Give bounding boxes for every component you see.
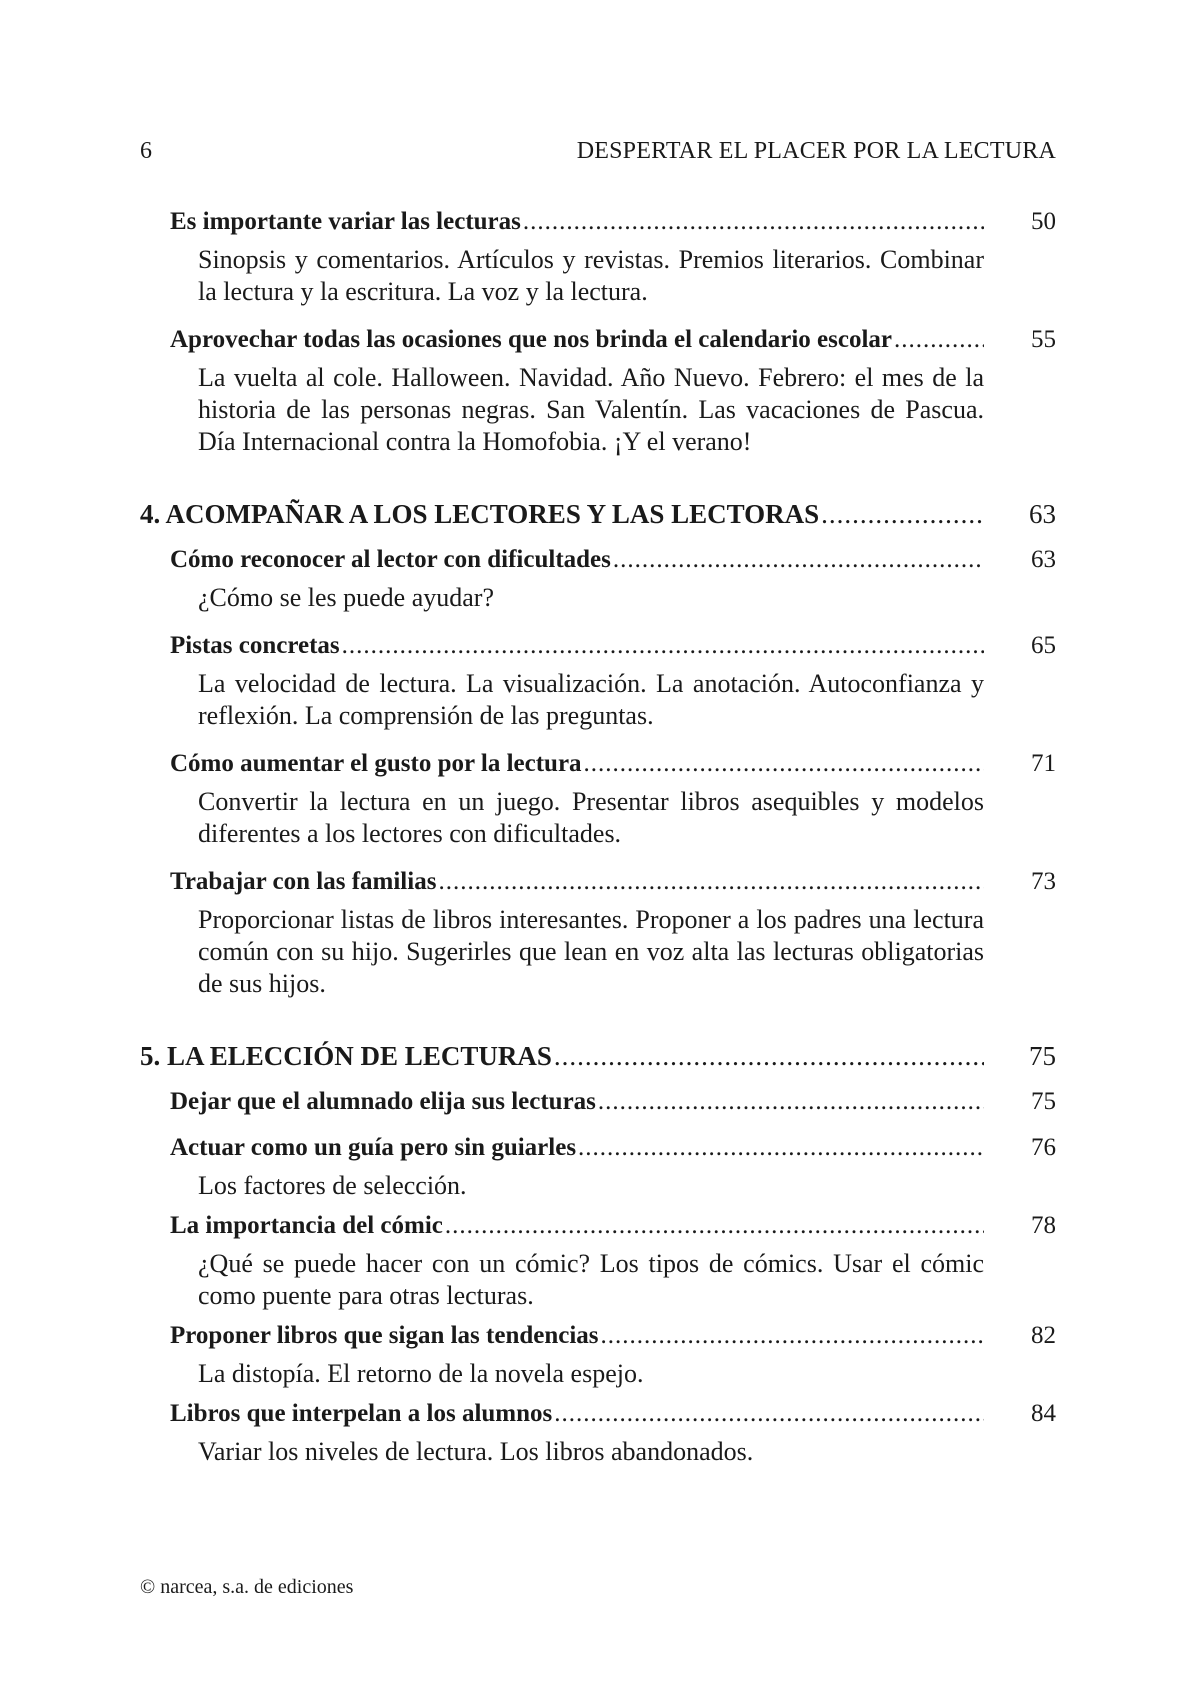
toc-block (140, 206, 1056, 308)
leader-dots (584, 748, 984, 780)
toc-block (140, 748, 1056, 850)
leader-dots (554, 1398, 984, 1430)
toc-block (140, 324, 1056, 458)
toc-chapter-title: 4. ACOMPAÑAR A LOS LECTORES Y LAS LECTORAS (140, 499, 820, 529)
toc-entry (140, 866, 1056, 898)
toc-entry-title: Libros que interpelan a los alumnos (170, 1400, 553, 1427)
toc-block (140, 630, 1056, 732)
leader-dots (821, 498, 984, 530)
toc-entry-page: 84 (1031, 1400, 1056, 1427)
toc-entry-page: 65 (1031, 632, 1056, 659)
toc-entry-page: 75 (1031, 1088, 1056, 1115)
leader-dots (894, 324, 984, 356)
toc-entry (140, 206, 1056, 238)
leader-dots (613, 544, 984, 576)
toc-entry-description: Proporcionar listas de libros interesantes. Proponer a los padres una lectura común con su hijo. Sugerirles que lean en voz alta las lecturas obligatorias de sus hijos. (198, 905, 984, 998)
toc-chapter-title: 5. LA ELECCIÓN DE LECTURAS (140, 1041, 552, 1071)
toc-block (140, 1086, 1056, 1118)
toc-entry-page: 63 (1031, 546, 1056, 573)
toc-block (140, 498, 1056, 530)
toc-entry-description: ¿Cómo se les puede ayudar? (198, 583, 495, 612)
toc-entry-title: Dejar que el alumnado elija sus lecturas (170, 1088, 596, 1115)
toc-block (140, 1132, 1056, 1202)
leader-dots (578, 1132, 984, 1164)
toc-entry-page: 71 (1031, 750, 1056, 777)
toc-entry-title: Actuar como un guía pero sin guiarles (170, 1134, 577, 1161)
toc-entry-title: Es importante variar las lecturas (170, 208, 521, 235)
toc-entry-title: La importancia del cómic (170, 1212, 443, 1239)
toc-entry-title: Pistas concretas (170, 632, 340, 659)
toc-entry (140, 1320, 1056, 1352)
toc-chapter-page: 63 (1029, 499, 1056, 529)
toc-entry-description: La distopía. El retorno de la novela espejo. (198, 1359, 644, 1388)
toc-block (140, 1320, 1056, 1390)
toc-block (140, 1398, 1056, 1468)
toc-block (140, 866, 1056, 1000)
toc-entry-title: Cómo aumentar el gusto por la lectura (170, 750, 582, 777)
toc-entry (140, 1086, 1056, 1118)
copyright-footer: © narcea, s.a. de ediciones (140, 1576, 354, 1598)
toc-entry-page: 82 (1031, 1322, 1056, 1349)
toc-entry (140, 630, 1056, 662)
leader-dots (445, 1210, 984, 1242)
toc-block (140, 1040, 1056, 1072)
toc-entry-description: ¿Qué se puede hacer con un cómic? Los tipos de cómics. Usar el cómic como puente para otras lecturas. (198, 1249, 984, 1310)
toc-block (140, 1210, 1056, 1312)
toc-entry (140, 1398, 1056, 1430)
page-number: 6 (140, 138, 153, 164)
toc-entry-description: Los factores de selección. (198, 1171, 467, 1200)
toc-entry-page: 78 (1031, 1212, 1056, 1239)
leader-dots (598, 1086, 984, 1118)
toc-chapter (140, 1040, 1056, 1072)
toc-chapter (140, 498, 1056, 530)
toc-entry-title: Proponer libros que sigan las tendencias (170, 1322, 599, 1349)
toc-entry-description: Convertir la lectura en un juego. Presentar libros asequibles y modelos diferentes a los lectores con dificultades. (198, 787, 984, 848)
toc-entry (140, 1132, 1056, 1164)
toc-entry-title: Trabajar con las familias (170, 868, 437, 895)
toc-entry-description: Sinopsis y comentarios. Artículos y revistas. Premios literarios. Combinar la lectura y la escritura. La voz y la lectura. (198, 245, 984, 306)
table-of-contents (140, 206, 1056, 1468)
leader-dots (523, 206, 984, 238)
toc-entry-title: Aprovechar todas las ocasiones que nos brinda el calendario escolar (170, 326, 893, 353)
toc-entry-page: 73 (1031, 868, 1056, 895)
running-head (140, 138, 1056, 165)
leader-dots (438, 866, 984, 898)
toc-entry-page: 50 (1031, 208, 1056, 235)
toc-entry-description: La velocidad de lectura. La visualización. La anotación. Autoconfianza y reflexión. La comprensión de las preguntas. (198, 669, 984, 730)
toc-entry-title: Cómo reconocer al lector con dificultades (170, 546, 611, 573)
book-title: DESPERTAR EL PLACER POR LA LECTURA (576, 138, 1056, 164)
leader-dots (601, 1320, 984, 1352)
toc-entry-description: Variar los niveles de lectura. Los libros abandonados. (198, 1437, 754, 1466)
toc-entry (140, 324, 1056, 356)
toc-entry-page: 76 (1031, 1134, 1056, 1161)
toc-block (140, 544, 1056, 614)
toc-entry-description: La vuelta al cole. Halloween. Navidad. Año Nuevo. Febrero: el mes de la historia de las personas negras. San Valentín. Las vacaciones de Pascua. Día Internacional contra la Homofobia. ¡Y el verano! (198, 363, 984, 456)
leader-dots (342, 630, 984, 662)
toc-entry (140, 748, 1056, 780)
toc-chapter-page: 75 (1029, 1041, 1056, 1071)
toc-entry (140, 544, 1056, 576)
leader-dots (554, 1040, 984, 1072)
toc-entry (140, 1210, 1056, 1242)
toc-entry-page: 55 (1031, 326, 1056, 353)
